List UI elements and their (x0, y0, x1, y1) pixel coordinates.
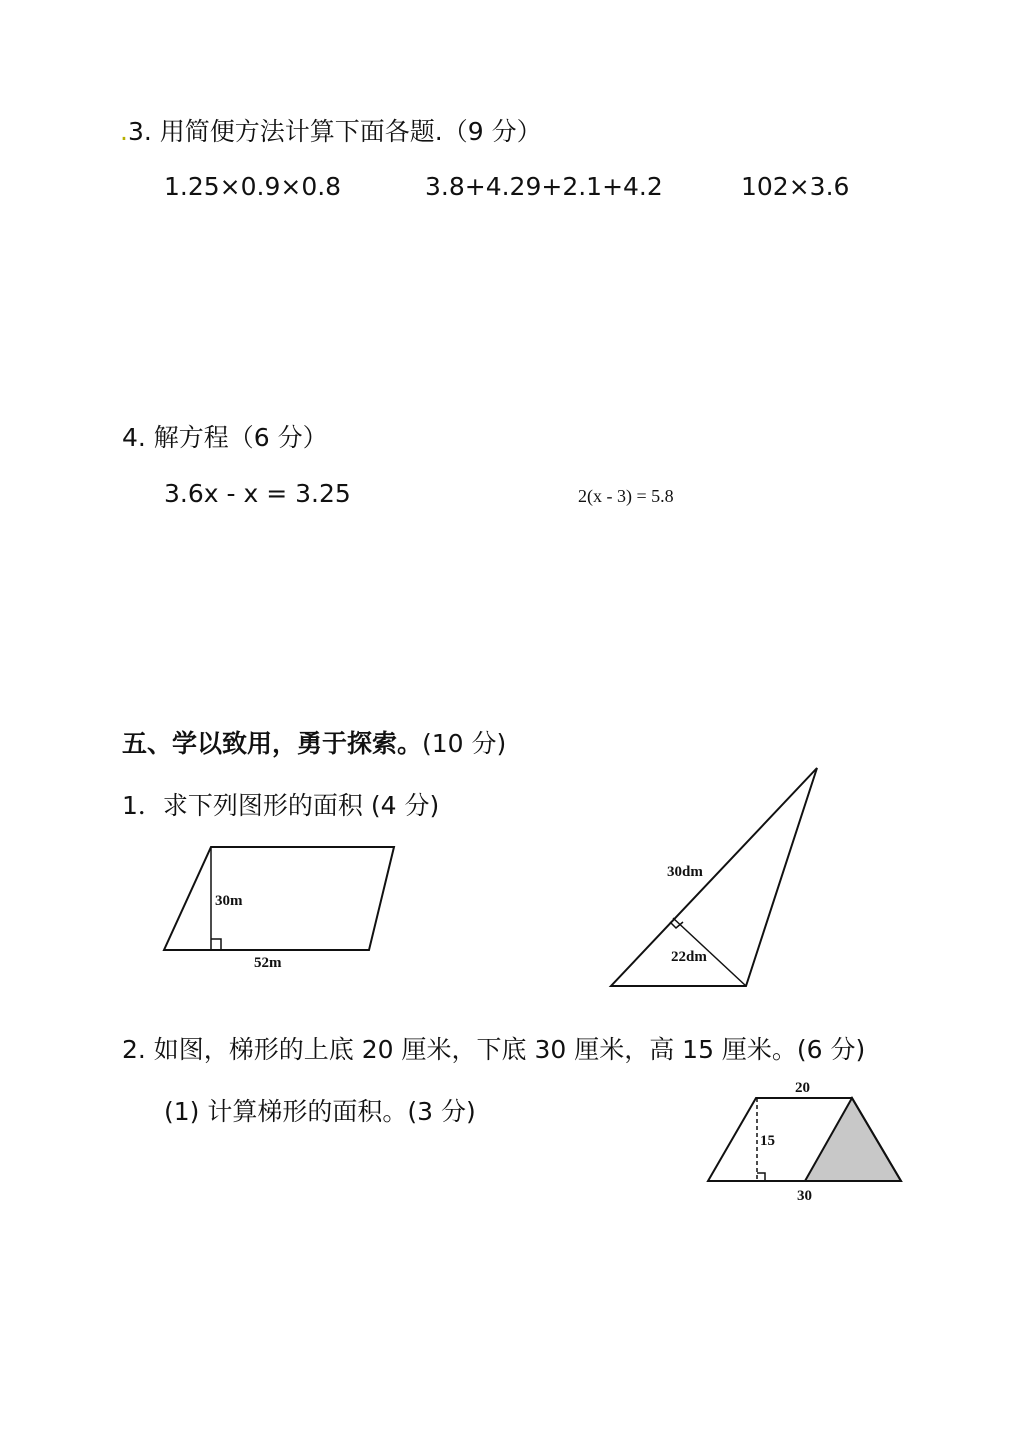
q3-number: 3. (127, 117, 152, 146)
trapezoid-height-label: 15 (760, 1133, 775, 1149)
q3-expression-3: 102×3.6 (741, 172, 850, 201)
triangle-side-label: 30dm (667, 864, 703, 880)
q5-2-sub1: (1) 计算梯形的面积。(3 分) (164, 1097, 476, 1126)
triangle-height-label: 22dm (671, 949, 707, 965)
right-angle-mark (757, 1173, 765, 1181)
trapezoid-top-label: 20 (795, 1080, 810, 1096)
shaded-triangle (805, 1098, 901, 1181)
q4-equation-2: 2(x - 3) = 5.8 (578, 486, 674, 506)
q5-2-title: 2. 如图，梯形的上底 20 厘米，下底 30 厘米，高 15 厘米。(6 分) (122, 1035, 866, 1064)
q4-title: 4. 解方程（6 分） (122, 423, 328, 452)
section5-points: (10 分) (422, 729, 507, 758)
q4-equation-1: 3.6x - x = 3.25 (164, 479, 351, 508)
q3-title-text: 用简便方法计算下面各题.（9 分） (159, 117, 542, 146)
parallelogram-height-label: 30m (215, 893, 243, 909)
parallelogram-base-label: 52m (254, 955, 282, 971)
marker-dot: . (120, 117, 128, 146)
q5-1-title: 1．求下列图形的面积 (4 分) (122, 791, 440, 820)
q3-expression-1: 1.25×0.9×0.8 (164, 172, 342, 201)
trapezoid-bottom-label: 30 (797, 1188, 812, 1204)
q3-expression-2: 3.8+4.29+2.1+4.2 (425, 172, 663, 201)
section5-heading-text: 五、学以致用，勇于探索。 (122, 729, 423, 758)
